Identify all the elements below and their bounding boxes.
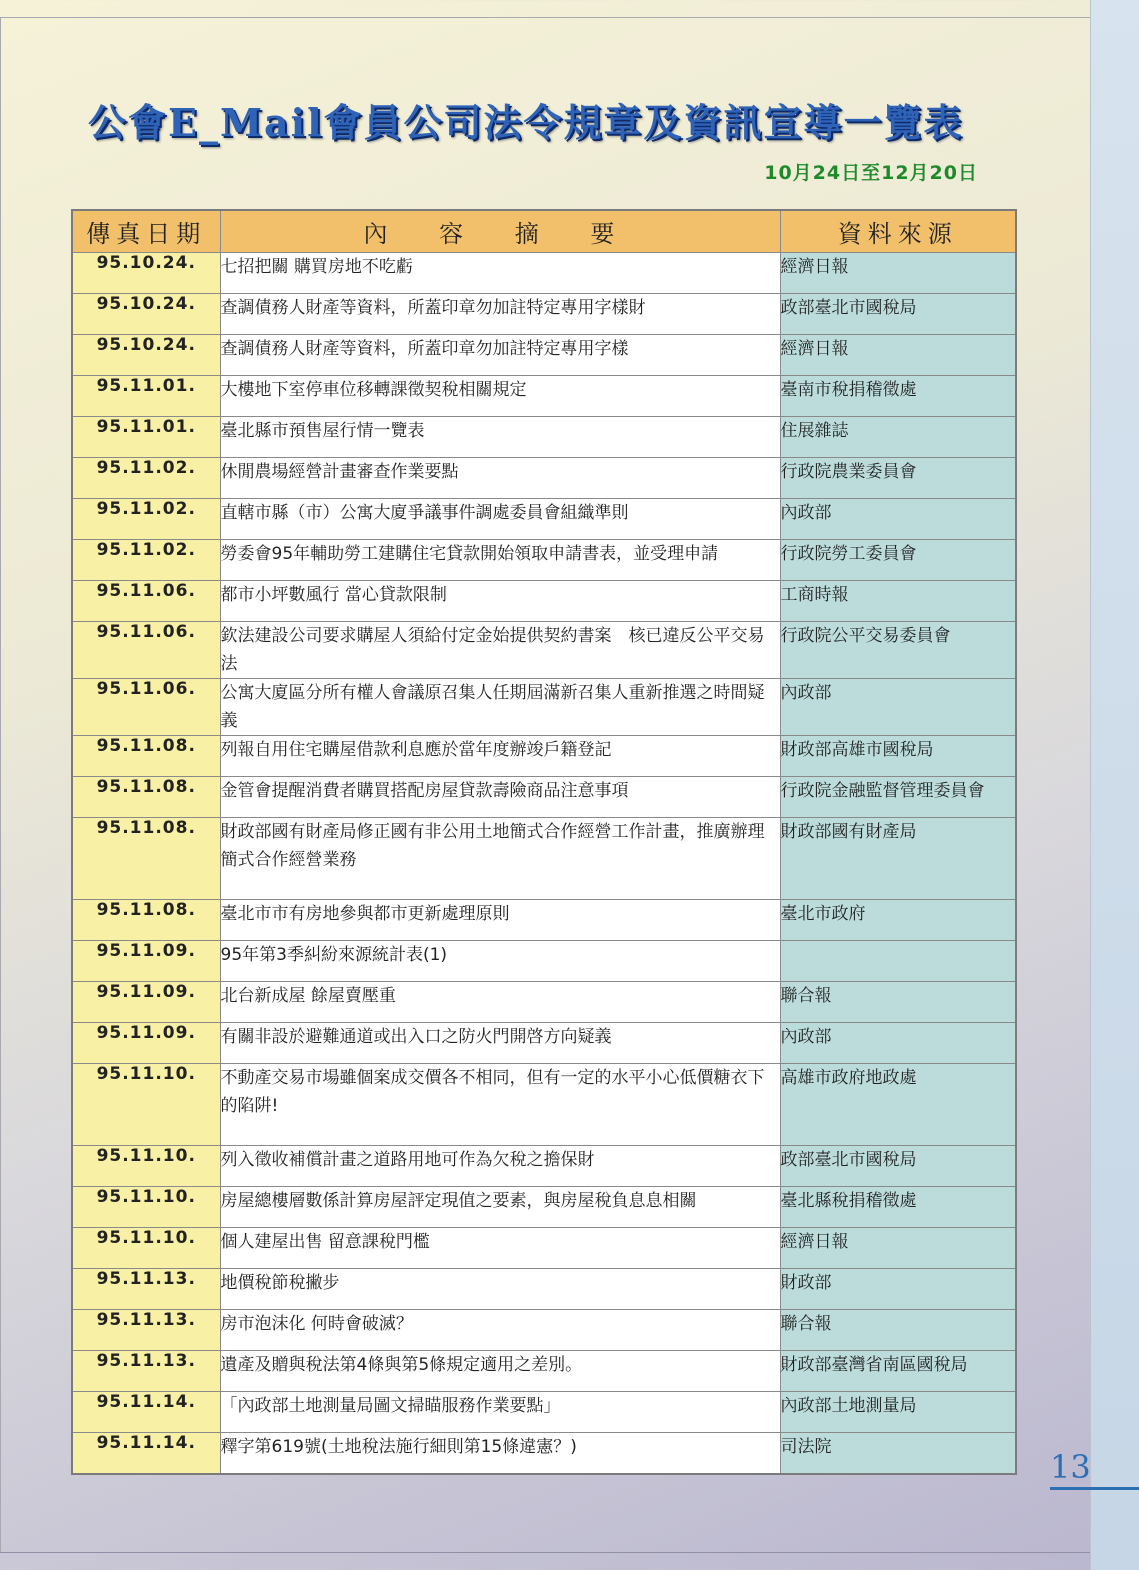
row-source: 財政部臺灣省南區國稅局 [780, 1351, 1016, 1392]
row-date: 95.11.14. [72, 1392, 220, 1433]
row-date: 95.11.02. [72, 458, 220, 499]
row-source: 臺北市政府 [780, 900, 1016, 941]
row-summary: 臺北市市有房地參與都市更新處理原則 [220, 900, 780, 941]
row-date: 95.11.08. [72, 900, 220, 941]
table-row [72, 777, 1016, 818]
header-date: 傳真日期 [72, 210, 220, 253]
row-summary: 列報自用住宅購屋借款利息應於當年度辦竣戶籍登記 [220, 736, 780, 777]
row-date: 95.11.01. [72, 376, 220, 417]
table-row [72, 581, 1016, 622]
row-summary: 北台新成屋 餘屋賣壓重 [220, 982, 780, 1023]
row-date: 95.10.24. [72, 294, 220, 335]
row-source: 經濟日報 [780, 1228, 1016, 1269]
row-source: 政部臺北市國稅局 [780, 294, 1016, 335]
row-summary: 財政部國有財產局修正國有非公用土地簡式合作經營工作計畫，推廣辦理簡式合作經營業務 [220, 818, 780, 900]
row-date: 95.11.13. [72, 1269, 220, 1310]
row-source: 住展雜誌 [780, 417, 1016, 458]
row-date: 95.11.10. [72, 1064, 220, 1146]
table-row [72, 1023, 1016, 1064]
row-date: 95.11.06. [72, 622, 220, 679]
row-summary: 「內政部土地測量局圖文掃瞄服務作業要點」 [220, 1392, 780, 1433]
row-source: 行政院金融監督管理委員會 [780, 777, 1016, 818]
row-source: 內政部 [780, 1023, 1016, 1064]
table-row [72, 1064, 1016, 1146]
row-summary: 都市小坪數風行 當心貸款限制 [220, 581, 780, 622]
right-margin-strip [1090, 0, 1139, 1570]
row-summary: 房市泡沫化 何時會破滅？ [220, 1310, 780, 1351]
page-number-underline [1050, 1487, 1139, 1490]
table-row [72, 736, 1016, 777]
row-source: 財政部 [780, 1269, 1016, 1310]
row-source: 工商時報 [780, 581, 1016, 622]
table-row [72, 1228, 1016, 1269]
row-summary: 欽法建設公司要求購屋人須給付定金始提供契約書案 核已違反公平交易法 [220, 622, 780, 679]
row-source: 內政部土地測量局 [780, 1392, 1016, 1433]
row-date: 95.11.09. [72, 1023, 220, 1064]
table-row [72, 499, 1016, 540]
row-source: 臺南市稅捐稽徵處 [780, 376, 1016, 417]
row-source: 財政部高雄市國稅局 [780, 736, 1016, 777]
row-source: 聯合報 [780, 1310, 1016, 1351]
table-row [72, 1187, 1016, 1228]
row-source: 經濟日報 [780, 335, 1016, 376]
row-source: 內政部 [780, 679, 1016, 736]
row-summary: 房屋總樓層數係計算房屋評定現值之要素，與房屋稅負息息相關 [220, 1187, 780, 1228]
table-row [72, 900, 1016, 941]
row-date: 95.11.08. [72, 736, 220, 777]
table-row [72, 1392, 1016, 1433]
row-source: 內政部 [780, 499, 1016, 540]
row-summary: 95年第3季糾紛來源統計表(1) [220, 941, 780, 982]
row-summary: 直轄市縣（市）公寓大廈爭議事件調處委員會組織準則 [220, 499, 780, 540]
row-summary: 臺北縣市預售屋行情一覽表 [220, 417, 780, 458]
row-summary: 釋字第619號(土地稅法施行細則第15條違憲？) [220, 1433, 780, 1474]
table-row [72, 818, 1016, 900]
top-rule [0, 17, 1090, 18]
row-source: 聯合報 [780, 982, 1016, 1023]
table-row [72, 941, 1016, 982]
row-summary: 有關非設於避難通道或出入口之防火門開啓方向疑義 [220, 1023, 780, 1064]
row-source: 經濟日報 [780, 253, 1016, 294]
row-source: 財政部國有財產局 [780, 818, 1016, 900]
row-source: 臺北縣稅捐稽徵處 [780, 1187, 1016, 1228]
row-date: 95.11.13. [72, 1310, 220, 1351]
row-summary: 公寓大廈區分所有權人會議原召集人任期屆滿新召集人重新推選之時間疑義 [220, 679, 780, 736]
table-row [72, 458, 1016, 499]
table-row [72, 376, 1016, 417]
table-row [72, 540, 1016, 581]
date-range: 10月24日至12月20日 [764, 162, 978, 184]
table-row [72, 1310, 1016, 1351]
row-source: 政部臺北市國稅局 [780, 1146, 1016, 1187]
row-date: 95.11.10. [72, 1146, 220, 1187]
header-summary: 內 容 摘 要 [220, 210, 780, 253]
row-source [780, 941, 1016, 982]
row-date: 95.11.10. [72, 1187, 220, 1228]
row-date: 95.11.09. [72, 982, 220, 1023]
row-summary: 勞委會95年輔助勞工建購住宅貸款開始領取申請書表，並受理申請 [220, 540, 780, 581]
left-rule [0, 17, 1, 1553]
table-row [72, 1146, 1016, 1187]
row-summary: 地價稅節稅撇步 [220, 1269, 780, 1310]
table-row [72, 982, 1016, 1023]
row-date: 95.11.06. [72, 581, 220, 622]
row-date: 95.11.14. [72, 1433, 220, 1474]
row-source: 行政院農業委員會 [780, 458, 1016, 499]
row-summary: 金管會提醒消費者購買搭配房屋貸款壽險商品注意事項 [220, 777, 780, 818]
row-summary: 個人建屋出售 留意課稅門檻 [220, 1228, 780, 1269]
row-summary: 查調債務人財產等資料，所蓋印章勿加註特定專用字樣財 [220, 294, 780, 335]
row-date: 95.11.08. [72, 818, 220, 900]
row-date: 95.11.06. [72, 679, 220, 736]
table-row [72, 294, 1016, 335]
table-row [72, 417, 1016, 458]
table-row [72, 335, 1016, 376]
row-source: 行政院公平交易委員會 [780, 622, 1016, 679]
row-date: 95.11.08. [72, 777, 220, 818]
row-date: 95.11.13. [72, 1351, 220, 1392]
page-title: 公會E_Mail會員公司法令規章及資訊宣導一覽表 [88, 100, 964, 145]
row-summary: 休閒農場經營計畫審查作業要點 [220, 458, 780, 499]
table-header-row [72, 210, 1016, 253]
row-date: 95.11.02. [72, 540, 220, 581]
row-date: 95.11.09. [72, 941, 220, 982]
table-row [72, 1351, 1016, 1392]
table-row [72, 253, 1016, 294]
row-source: 高雄市政府地政處 [780, 1064, 1016, 1146]
bulletin-table [71, 209, 1017, 1475]
row-summary: 大樓地下室停車位移轉課徵契稅相關規定 [220, 376, 780, 417]
table-row [72, 1433, 1016, 1474]
header-source: 資料來源 [780, 210, 1016, 253]
row-date: 95.10.24. [72, 253, 220, 294]
row-summary: 遺產及贈與稅法第4條與第5條規定適用之差別。 [220, 1351, 780, 1392]
row-summary: 不動產交易市場雖個案成交價各不相同，但有一定的水平小心低價糖衣下的陷阱! [220, 1064, 780, 1146]
page-number: 13 [1050, 1448, 1091, 1486]
row-source: 行政院勞工委員會 [780, 540, 1016, 581]
row-source: 司法院 [780, 1433, 1016, 1474]
table-row [72, 1269, 1016, 1310]
row-date: 95.10.24. [72, 335, 220, 376]
table-row [72, 622, 1016, 679]
row-summary: 查調債務人財產等資料，所蓋印章勿加註特定專用字樣 [220, 335, 780, 376]
row-date: 95.11.02. [72, 499, 220, 540]
row-date: 95.11.10. [72, 1228, 220, 1269]
row-date: 95.11.01. [72, 417, 220, 458]
bottom-rule [0, 1552, 1090, 1553]
table-body [72, 253, 1016, 1474]
row-summary: 列入徵收補償計畫之道路用地可作為欠稅之擔保財 [220, 1146, 780, 1187]
row-summary: 七招把關 購買房地不吃虧 [220, 253, 780, 294]
table-row [72, 679, 1016, 736]
